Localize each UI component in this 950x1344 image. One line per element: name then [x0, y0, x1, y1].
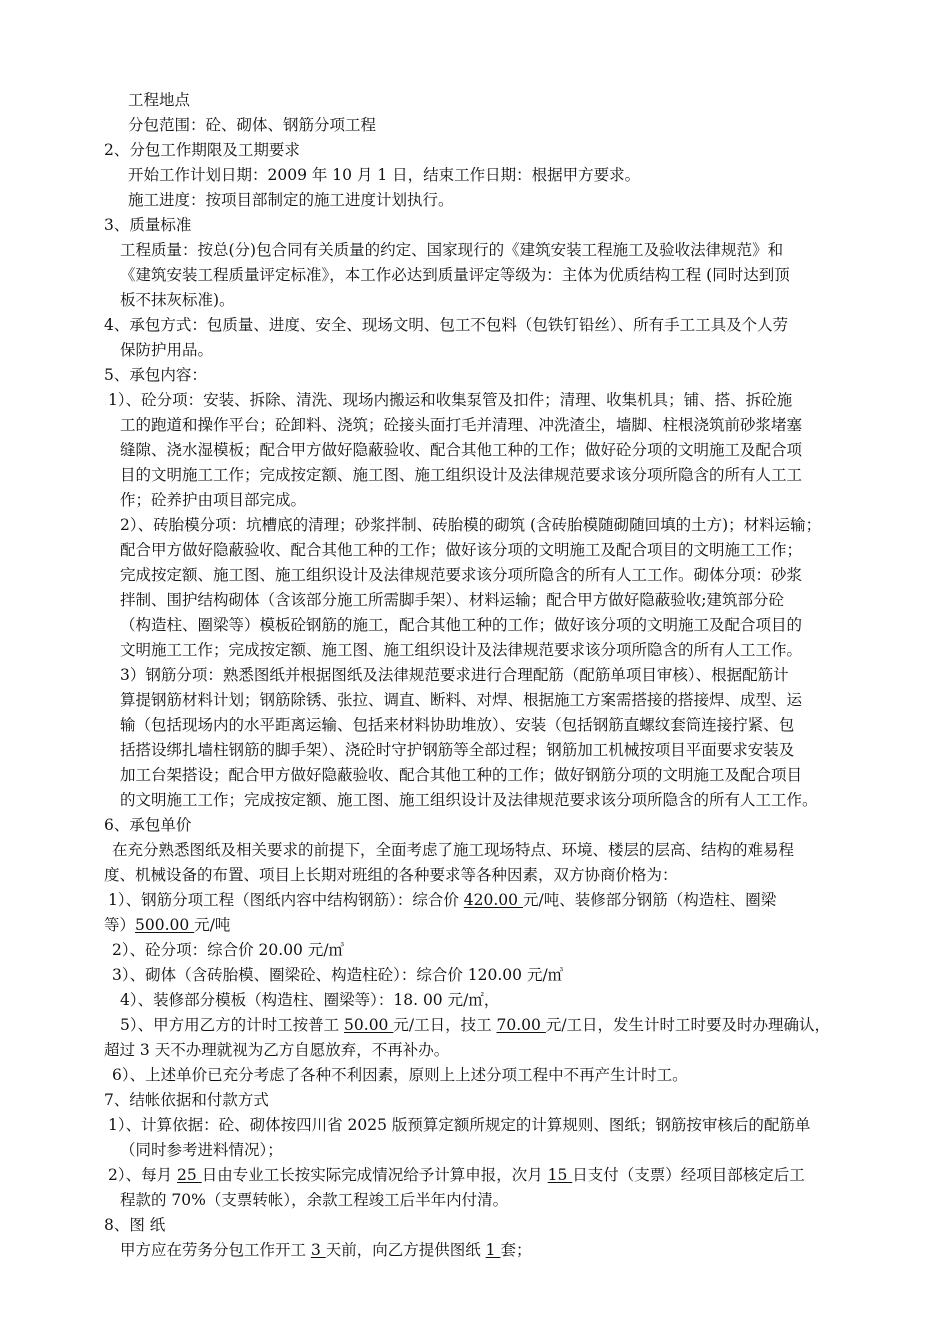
text-span: 元/吨、装修部分钢筋（构造柱、圈梁: [522, 891, 777, 909]
text-line: [104, 913, 230, 937]
text-span: 1）、钢筋分项工程（图纸内容中结构钢筋）：综合价: [108, 891, 464, 909]
text-line: 文明施工工作；完成按定额、施工图、施工组织设计及法律规范要求该分项所隐含的所有人工工作。: [120, 641, 803, 659]
text-line: 3、质量标准: [104, 216, 192, 234]
text-line: 超过 3 天不办理就视为乙方自愿放弃，不再补办。: [104, 1041, 450, 1059]
text-line: 目的文明施工工作；完成按定额、施工图、施工组织设计及法律规范要求该分项所隐含的所有人工工: [120, 466, 803, 484]
text-line: 加工台架搭设；配合甲方做好隐蔽验收、配合其他工种的工作；做好钢筋分项的文明施工及配合项目: [120, 766, 803, 784]
text-line: 的文明施工工作；完成按定额、施工图、施工组织设计及法律规范要求该分项所隐含的所有人工工作。: [120, 791, 818, 809]
text-line: 分包范围：砼、砌体、钢筋分项工程: [128, 116, 377, 134]
text-line: [120, 1238, 531, 1262]
text-line: 4）、装修部分模板（构造柱、圈梁等）：18. 00 元/㎡，: [120, 991, 500, 1009]
text-line: 1）、计算依据：砼、砌体按四川省 2025 版预算定额所规定的计算规则、图纸；钢筋按审核后的配筋单: [108, 1116, 811, 1134]
underlined-value: 500.00: [135, 916, 195, 934]
underlined-value: 1: [485, 1241, 501, 1259]
text-span: 甲方应在劳务分包工作开工: [120, 1241, 311, 1259]
text-line: 拌制、围护结构砌体（含该部分施工所需脚手架）、材料运输；配合甲方做好隐蔽验收;建筑部分砼: [120, 591, 784, 609]
text-span: 套；: [500, 1241, 532, 1259]
text-line: 2）、砖胎模分项：坑槽底的清理；砂浆拌制、砖胎模的砌筑 (含砖胎模随砌随回填的土方)；材料运输；: [120, 516, 822, 534]
text-line: （同时参考进料情况）；: [120, 1141, 283, 1159]
text-line: 完成按定额、施工图、施工组织设计及法律规范要求该分项所隐含的所有人工工作。砌体分项：砂浆: [120, 566, 803, 584]
text-span: 5）、甲方用乙方的计时工按普工: [120, 1016, 345, 1034]
text-line: 8、图 纸: [104, 1216, 166, 1234]
text-span: 元/工日，发生计时工时要及时办理确认，: [545, 1016, 831, 1034]
underlined-value: 50.00: [344, 1016, 394, 1034]
text-line: 6）、上述单价已充分考虑了各种不利因素，原则上上述分项工程中不再产生计时工。: [112, 1066, 688, 1084]
text-line: 度、机械设备的布置、项目上长期对班组的各种要求等各种因素，双方协商价格为：: [104, 866, 678, 884]
text-line: 施工进度：按项目部制定的施工进度计划执行。: [128, 191, 454, 209]
text-line: （构造柱、圈梁等）模板砼钢筋的施工，配合其他工种的工作；做好该分项的文明施工及配合项目的: [120, 616, 803, 634]
text-line: 《建筑安装工程质量评定标准》，本工作必达到质量评定等级为：主体为优质结构工程 (同时达到顶: [120, 266, 790, 284]
text-span: 2）、每月: [108, 1166, 178, 1184]
text-span: 日支付（支票）经项目部核定后工: [572, 1166, 805, 1184]
text-span: 元/吨: [194, 916, 231, 934]
text-line: 3）钢筋分项：熟悉图纸并根据图纸及法律规范要求进行合理配筋（配筋单项目审核）、根据配筋计: [120, 666, 789, 684]
text-line: 缝隙、浇水湿模板；配合甲方做好隐蔽验收、配合其他工种的工作；做好砼分项的文明施工及配合项: [120, 441, 803, 459]
text-line: 工程地点: [128, 91, 191, 109]
text-line: [108, 1163, 805, 1187]
text-line: 6、承包单价: [104, 816, 192, 834]
underlined-value: 15: [547, 1166, 573, 1184]
text-line: 在充分熟悉图纸及相关要求的前提下，全面考虑了施工现场特点、环境、楼层的层高、结构的难易程: [112, 841, 795, 859]
text-line: 输（包括现场内的水平距离运输、包括来材料协助堆放）、安装（包括钢筋直螺纹套筒连接拧紧、包: [120, 716, 795, 734]
text-line: 4、承包方式：包质量、进度、安全、现场文明、包工不包料（包铁钉铅丝）、所有手工工具及个人劳: [104, 316, 789, 334]
text-line: 程款的 70%（支票转帐），余款工程竣工后半年内付清。: [120, 1191, 509, 1209]
text-line: 算提钢筋材料计划；钢筋除锈、张拉、调直、断料、对焊、根据施工方案需搭接的搭接焊、成型、运: [120, 691, 803, 709]
text-line: [108, 888, 776, 912]
underlined-value: 3: [310, 1241, 326, 1259]
text-line: 配合甲方做好隐蔽验收、配合其他工种的工作；做好该分项的文明施工及配合项目的文明施工工作；: [120, 541, 803, 559]
text-line: [120, 1013, 830, 1037]
text-line: 7、结帐依据和付款方式: [104, 1091, 269, 1109]
text-line: 作；砼养护由项目部完成。: [120, 491, 307, 509]
underlined-value: 70.00: [496, 1016, 546, 1034]
text-line: 5、承包内容：: [104, 366, 207, 384]
text-line: 板不抹灰标准)。: [120, 291, 235, 309]
underlined-value: 420.00: [463, 891, 523, 909]
text-span: 日由专业工长按实际完成情况给予计算申报，次月: [201, 1166, 548, 1184]
text-line: 括搭设绑扎墙柱钢筋的脚手架）、浇砼时守护钢筋等全部过程；钢筋加工机械按项目平面要求安装及: [120, 741, 795, 759]
text-line: 1）、砼分项：安装、拆除、清洗、现场内搬运和收集泵管及扣件；清理、收集机具；铺、搭、拆砼施: [108, 391, 793, 409]
text-line: 工程质量：按总(分)包合同有关质量的约定、国家现行的《建筑安装工程施工及验收法律规范》和: [120, 241, 784, 259]
text-line: 开始工作计划日期：2009 年 10 月 1 日，结束工作日期：根据甲方要求。: [128, 166, 641, 184]
underlined-value: 25: [177, 1166, 202, 1184]
text-line: 工的跑道和操作平台；砼卸料、浇筑；砼接头面打毛并清理、冲洗渣尘，墙脚、柱根浇筑前砂浆堵塞: [120, 416, 803, 434]
text-span: 元/工日，技工: [393, 1016, 497, 1034]
text-line: 保防护用品。: [120, 341, 214, 359]
text-line: 2、分包工作期限及工期要求: [104, 141, 300, 159]
text-line: 3）、砌体（含砖胎模、圈梁砼、构造柱砼）：综合价 120.00 元/㎥: [112, 966, 564, 984]
text-line: 2）、砼分项：综合价 20.00 元/㎥: [112, 941, 345, 959]
text-span: 等）: [104, 916, 136, 934]
text-span: 天前，向乙方提供图纸: [325, 1241, 486, 1259]
